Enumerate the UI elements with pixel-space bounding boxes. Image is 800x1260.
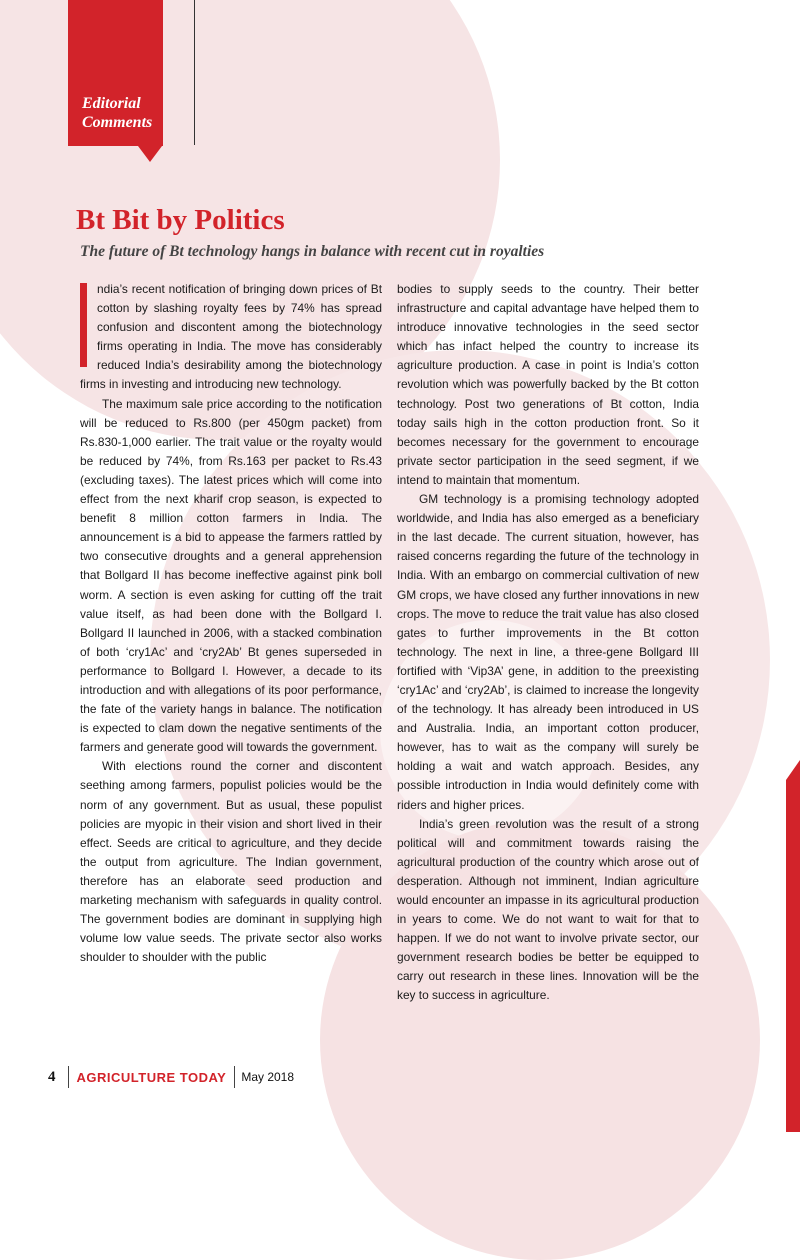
article-paragraph: With elections round the corner and discontent seething among farmers, populist policies would be the norm of any government. But as usual, these populist policies are myopic in their vision and short lived in their effect. Seeds are critical to agriculture, and they decide the output from agriculture. The Indian government, therefore has an elaborate seed production and marketing mechanism with safeguards in quality control. The government bodies are dominant in supplying high volume low value seeds. The private sector also works shoulder to shoulder with the public (80, 759, 382, 965)
article-subtitle: The future of Bt technology hangs in balance with recent cut in royalties (80, 243, 545, 260)
issue-date: May 2018 (241, 1070, 295, 1084)
edge-tab (786, 780, 800, 1132)
article-paragraph: GM technology is a promising technology adopted worldwide, and India has also emerged as a beneficiary in the last decade. The current situation, however, has raised concerns regarding the future of the technology in India. With an embargo on commercial cultivation of new GM crops, we have closed any further innovations in new crops. The move to reduce the trait value has also closed gates to further improvements in the Bt cotton technology. The next in line, a three-gene Bollgard III fortified with ‘Vip3A’ gene, in addition to the preexisting ‘cry1Ac’ and ‘cry2Ab’, is claimed to increase the longevity of the technology. It has already been introduced in US and Australia. India, an important cotton producer, however, has to wait as the company will surely be holding a wait and watch approach. Besides, any possible introduction in India would definitely come with riders and higher prices. (397, 492, 699, 812)
drop-cap (80, 283, 87, 367)
article-paragraph-text: ndia’s recent notification of bringing down prices of Bt cotton by slashing royalty fees by 74% has spread confusion and discontent among the biotechnology firms operating in India. The move has considerably reduced India’s desirability among the biotechnology firms in investing and introducing new technology. (80, 282, 382, 392)
edge-tab-tip (786, 760, 800, 780)
header-divider (194, 0, 195, 145)
article-column-right (397, 280, 699, 1006)
page-number: 4 (48, 1068, 56, 1085)
publication-name: AGRICULTURE TODAY (76, 1069, 227, 1085)
page-footer (48, 1066, 294, 1088)
footer-divider (68, 1066, 69, 1088)
article-paragraph (80, 280, 382, 395)
footer-divider (234, 1066, 235, 1088)
article-column-left (80, 280, 382, 967)
section-tag-line2: Comments (82, 114, 153, 131)
article-paragraph: India’s green revolution was the result of a strong political will and commitment towards raising the agricultural production of the country which arose out of desperation. Although not imminent, Indian agriculture would encounter an impasse in its agricultural production in years to come. We do not want to wait for that to happen. If we do not want to involve private sector, our government research bodies be better be equipped to carry out research in these lines. Innovation will be the key to success in agriculture. (397, 816, 699, 1003)
section-tag-line1: Editorial (82, 95, 141, 112)
article-paragraph: The maximum sale price according to the notification will be reduced to Rs.800 (per 450gm packet) from Rs.830-1,000 earlier. The trait value or the royalty would be reduced by 74%, from Rs.163 per packet to Rs.43 (excluding taxes). The latest prices which will come into effect from the next kharif crop season, is expected to benefit 8 million cotton farmers in India. The announcement is a bid to appease the farmers rattled by two consecutive droughts and a general apprehension that Bollgard II has become ineffective against pink boll worm. A section is even asking for cutting off the trait value itself, as had been done with the Bollgard I. Bollgard II launched in 2006, with a stacked combination of both ‘cry1Ac’ and ‘cry2Ab’ Bt genes superseded in performance to Bollgard I. However, a decade to its introduction and with allegations of its poor performance, the fate of the variety hangs in balance. The notification is expected to clam down the negative sentiments of the farmers and generate good will towards the government. (80, 396, 382, 755)
section-tag (68, 0, 163, 146)
article-title: Bt Bit by Politics (76, 204, 285, 236)
article-paragraph: bodies to supply seeds to the country. Their better infrastructure and capital advantage have helped them to introduce innovative technologies in the seed sector which has infact helped the country to increase its agriculture production. A case in point is India’s cotton revolution which was powerfully backed by the Bt cotton technology. Post two generations of Bt cotton, India today sails high in the cotton production front. So it becomes necessary for the government to encourage private sector participation in the seed segment, if we intend to maintain that momentum. (397, 282, 699, 487)
section-tag-label (82, 94, 152, 132)
section-tag-tail (138, 146, 162, 162)
